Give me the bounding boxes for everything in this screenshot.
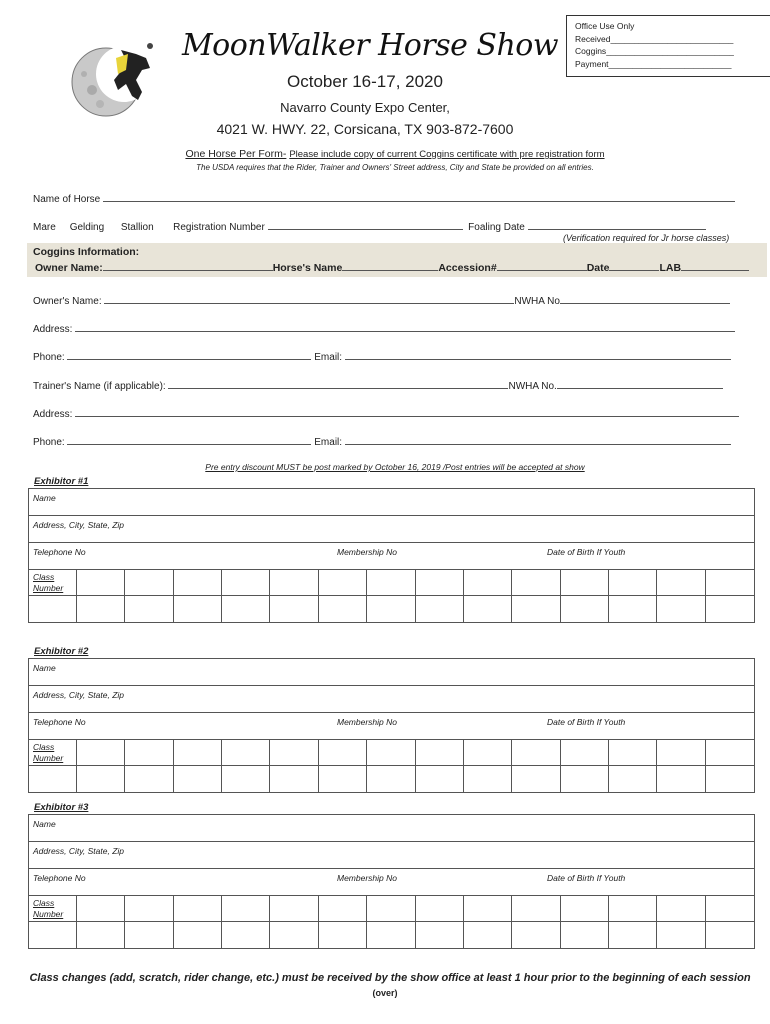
class-number-cell[interactable] bbox=[174, 570, 222, 596]
exhibitor-address-label: Address, City, State, Zip bbox=[33, 690, 125, 700]
gelding-option[interactable]: Gelding bbox=[69, 222, 105, 233]
coggins-lab-field[interactable] bbox=[681, 261, 749, 271]
exhibitor-name-label: Name bbox=[33, 819, 56, 829]
class-number-cell[interactable] bbox=[561, 766, 609, 792]
venue-address: 4021 W. HWY. 22, Corsicana, TX 903-872-7600 bbox=[216, 121, 514, 137]
class-number-cell[interactable] bbox=[367, 596, 415, 622]
class-number-cell[interactable] bbox=[706, 740, 754, 766]
coggins-date-field[interactable] bbox=[609, 261, 659, 271]
trainer-phone-label: Phone: bbox=[33, 437, 65, 448]
exhibitor-1-phone-row[interactable] bbox=[29, 543, 754, 570]
coggins-accession-field[interactable] bbox=[497, 261, 587, 271]
exhibitor-1-label: Exhibitor #1 bbox=[34, 476, 89, 487]
office-coggins-label: Coggins bbox=[575, 46, 607, 56]
class-number-cell[interactable] bbox=[512, 596, 560, 622]
class-number-cell[interactable] bbox=[416, 922, 464, 948]
foaling-label: Foaling Date bbox=[468, 222, 525, 233]
number-label: Number bbox=[33, 583, 64, 593]
exhibitor-dob-label: Date of Birth If Youth bbox=[547, 873, 626, 883]
class-number-cell[interactable] bbox=[125, 766, 173, 792]
trainer-address-label: Address: bbox=[33, 409, 73, 420]
class-number-cell[interactable] bbox=[416, 740, 464, 766]
class-number-cell[interactable] bbox=[657, 570, 705, 596]
exhibitor-membership-label: Membership No bbox=[337, 717, 397, 727]
coggins-copy-note: Please include copy of current Coggins certificate with pre registration form bbox=[289, 149, 605, 160]
trainer-address-row bbox=[33, 407, 739, 420]
exhibitor-3-phone-row[interactable] bbox=[29, 869, 754, 896]
trainer-phone-field[interactable] bbox=[67, 435, 311, 445]
exhibitor-1-box bbox=[28, 488, 755, 623]
pre-entry-notice: Pre entry discount MUST be post marked by October 16, 2019 /Post entries will be accepted at show bbox=[205, 462, 585, 472]
class-number-cell[interactable] bbox=[77, 922, 125, 948]
exhibitor-dob-label: Date of Birth If Youth bbox=[547, 547, 626, 557]
exhibitor-2-label: Exhibitor #2 bbox=[34, 646, 89, 657]
class-number-cell[interactable] bbox=[657, 922, 705, 948]
class-number-cell[interactable] bbox=[512, 766, 560, 792]
owner-contact-row bbox=[33, 350, 731, 363]
class-number-cell[interactable] bbox=[609, 766, 657, 792]
class-number-cell[interactable] bbox=[512, 740, 560, 766]
class-number-cell[interactable] bbox=[367, 740, 415, 766]
class-number-cell[interactable] bbox=[416, 596, 464, 622]
trainer-email-field[interactable] bbox=[345, 435, 731, 445]
exhibitor-1-class-grid bbox=[29, 570, 754, 622]
exhibitor-address-label: Address, City, State, Zip bbox=[33, 846, 125, 856]
trainer-name-field[interactable] bbox=[168, 379, 508, 389]
owner-email-field[interactable] bbox=[345, 350, 731, 360]
class-number-cell[interactable] bbox=[706, 922, 754, 948]
class-number-cell[interactable] bbox=[77, 596, 125, 622]
class-number-cell[interactable] bbox=[512, 570, 560, 596]
exhibitor-3-box bbox=[28, 814, 755, 949]
trainer-address-field[interactable] bbox=[75, 407, 739, 417]
owner-name-row bbox=[33, 294, 730, 307]
class-number-cell bbox=[29, 596, 77, 622]
class-number-cell[interactable] bbox=[706, 570, 754, 596]
coggins-row bbox=[35, 261, 749, 274]
class-number-cell[interactable] bbox=[222, 922, 270, 948]
class-number-cell[interactable] bbox=[561, 922, 609, 948]
coggins-owner-label: Owner Name: bbox=[35, 262, 103, 274]
class-number-cell[interactable] bbox=[464, 740, 512, 766]
exhibitor-telephone-label: Telephone No bbox=[33, 717, 86, 727]
owner-address-field[interactable] bbox=[75, 322, 735, 332]
class-number-cell[interactable] bbox=[174, 766, 222, 792]
coggins-horse-label: Horse's Name bbox=[272, 262, 343, 274]
class-number-cell[interactable] bbox=[77, 740, 125, 766]
class-number-cell[interactable] bbox=[367, 570, 415, 596]
class-number-cell[interactable] bbox=[706, 766, 754, 792]
class-number-cell[interactable] bbox=[270, 896, 318, 922]
class-number-cell[interactable] bbox=[657, 896, 705, 922]
office-use-heading: Office Use Only bbox=[575, 21, 635, 31]
class-number-cell[interactable] bbox=[319, 896, 367, 922]
horse-name-row bbox=[33, 192, 735, 205]
class-number-cell[interactable] bbox=[706, 596, 754, 622]
office-use-box bbox=[566, 15, 770, 77]
exhibitor-name-label: Name bbox=[33, 663, 56, 673]
class-number-cell[interactable] bbox=[174, 740, 222, 766]
class-number-cell[interactable] bbox=[416, 896, 464, 922]
office-coggins-field[interactable]: Coggins___________________________ bbox=[575, 46, 734, 56]
class-number-cell[interactable] bbox=[464, 570, 512, 596]
exhibitor-2-class-grid bbox=[29, 740, 754, 792]
class-number-cell[interactable] bbox=[464, 766, 512, 792]
class-number-cell bbox=[29, 766, 77, 792]
class-number-cell[interactable] bbox=[367, 896, 415, 922]
exhibitor-3-class-grid bbox=[29, 896, 754, 948]
class-number-cell[interactable] bbox=[77, 896, 125, 922]
owner-name-label: Owner's Name: bbox=[33, 296, 102, 307]
class-number-cell[interactable] bbox=[657, 740, 705, 766]
class-number-cell[interactable] bbox=[609, 922, 657, 948]
trainer-nwha-label: NWHA No. bbox=[508, 381, 557, 392]
class-number-cell[interactable] bbox=[609, 740, 657, 766]
class-number-cell[interactable] bbox=[464, 896, 512, 922]
trainer-email-label: Email: bbox=[314, 437, 343, 448]
exhibitor-1-name-row[interactable] bbox=[29, 489, 754, 516]
class-number-cell[interactable] bbox=[174, 922, 222, 948]
one-horse-notice bbox=[60, 148, 730, 160]
horse-name-field[interactable] bbox=[103, 192, 735, 202]
owner-nwha-field[interactable] bbox=[560, 294, 730, 304]
class-number-cell[interactable] bbox=[270, 740, 318, 766]
exhibitor-membership-label: Membership No bbox=[337, 873, 397, 883]
class-number-cell[interactable] bbox=[319, 922, 367, 948]
registration-field[interactable] bbox=[268, 220, 463, 230]
exhibitor-2-address-row[interactable] bbox=[29, 686, 754, 713]
owner-address-row bbox=[33, 322, 735, 335]
class-number-label bbox=[29, 896, 77, 922]
office-received-label: Received bbox=[575, 33, 611, 44]
number-label: Number bbox=[33, 909, 64, 919]
class-number-cell[interactable] bbox=[270, 596, 318, 622]
class-number-cell[interactable] bbox=[174, 596, 222, 622]
owner-phone-label: Phone: bbox=[33, 352, 65, 363]
class-label: Class bbox=[33, 898, 55, 908]
class-number-cell[interactable] bbox=[174, 896, 222, 922]
class-number-cell[interactable] bbox=[561, 570, 609, 596]
class-number-cell[interactable] bbox=[561, 896, 609, 922]
exhibitor-address-label: Address, City, State, Zip bbox=[33, 520, 125, 530]
class-number-cell[interactable] bbox=[657, 596, 705, 622]
class-number-cell[interactable] bbox=[609, 570, 657, 596]
exhibitor-2-phone-row[interactable] bbox=[29, 713, 754, 740]
venue-name: Navarro County Expo Center, bbox=[280, 100, 450, 115]
exhibitor-3-name-row[interactable] bbox=[29, 815, 754, 842]
exhibitor-telephone-label: Telephone No bbox=[33, 547, 86, 557]
moonwalker-logo bbox=[66, 40, 158, 122]
foaling-date-field[interactable] bbox=[528, 220, 706, 230]
class-number-cell[interactable] bbox=[319, 570, 367, 596]
class-number-cell[interactable] bbox=[319, 766, 367, 792]
class-number-cell[interactable] bbox=[270, 922, 318, 948]
class-number-cell[interactable] bbox=[125, 740, 173, 766]
coggins-accession-label: Accession# bbox=[438, 262, 497, 274]
class-number-cell[interactable] bbox=[416, 766, 464, 792]
class-number-cell[interactable] bbox=[125, 896, 173, 922]
class-number-cell[interactable] bbox=[561, 596, 609, 622]
class-number-cell[interactable] bbox=[367, 922, 415, 948]
over-note: (over) bbox=[372, 988, 398, 998]
coggins-lab-label: LAB bbox=[659, 262, 682, 274]
class-number-cell[interactable] bbox=[464, 596, 512, 622]
class-number-cell[interactable] bbox=[222, 596, 270, 622]
class-number-cell[interactable] bbox=[657, 766, 705, 792]
number-label: Number bbox=[33, 753, 64, 763]
class-number-cell[interactable] bbox=[367, 766, 415, 792]
owner-email-label: Email: bbox=[314, 352, 343, 363]
class-label: Class bbox=[33, 572, 55, 582]
exhibitor-3-address-row[interactable] bbox=[29, 842, 754, 869]
horse-name-label: Name of Horse bbox=[33, 194, 101, 205]
show-title: MoonWalker Horse Show bbox=[181, 28, 559, 63]
one-horse-label: One Horse Per Form- bbox=[185, 148, 287, 160]
owner-name-field[interactable] bbox=[104, 294, 514, 304]
class-number-cell[interactable] bbox=[77, 570, 125, 596]
office-received-field[interactable]: Received__________________________ bbox=[575, 33, 734, 44]
class-number-cell[interactable] bbox=[512, 922, 560, 948]
class-number-cell[interactable] bbox=[125, 596, 173, 622]
usda-note: The USDA requires that the Rider, Trainer and Owners' Street address, City and State be provided on all entries. bbox=[196, 163, 594, 172]
exhibitor-2-name-row[interactable] bbox=[29, 659, 754, 686]
class-number-cell[interactable] bbox=[464, 922, 512, 948]
coggins-section bbox=[27, 243, 767, 277]
class-number-cell[interactable] bbox=[319, 596, 367, 622]
class-number-cell[interactable] bbox=[512, 896, 560, 922]
class-number-cell[interactable] bbox=[125, 922, 173, 948]
class-label: Class bbox=[33, 742, 55, 752]
class-number-cell[interactable] bbox=[222, 896, 270, 922]
owner-phone-field[interactable] bbox=[67, 350, 311, 360]
exhibitor-2-box bbox=[28, 658, 755, 793]
trainer-contact-row bbox=[33, 435, 731, 448]
exhibitor-telephone-label: Telephone No bbox=[33, 873, 86, 883]
owner-address-label: Address: bbox=[33, 324, 73, 335]
class-number-cell[interactable] bbox=[609, 596, 657, 622]
class-number-cell[interactable] bbox=[125, 570, 173, 596]
exhibitor-3-label: Exhibitor #3 bbox=[34, 802, 89, 813]
mare-option[interactable]: Mare bbox=[33, 222, 56, 233]
class-number-cell[interactable] bbox=[222, 740, 270, 766]
class-number-cell[interactable] bbox=[706, 896, 754, 922]
class-number-label bbox=[29, 570, 77, 596]
class-number-cell[interactable] bbox=[561, 740, 609, 766]
class-number-cell[interactable] bbox=[416, 570, 464, 596]
class-number-cell[interactable] bbox=[77, 766, 125, 792]
class-number-cell[interactable] bbox=[222, 766, 270, 792]
coggins-horse-field[interactable] bbox=[342, 261, 438, 271]
exhibitor-1-address-row[interactable] bbox=[29, 516, 754, 543]
office-payment-field[interactable]: Payment__________________________ bbox=[575, 58, 732, 69]
class-number-cell[interactable] bbox=[319, 740, 367, 766]
coggins-title: Coggins Information: bbox=[33, 246, 140, 258]
owner-nwha-label: NWHA No bbox=[514, 296, 560, 307]
registration-label: Registration Number bbox=[173, 222, 265, 233]
trainer-name-row bbox=[33, 379, 723, 392]
stallion-option[interactable]: Stallion bbox=[120, 222, 154, 233]
class-number-cell[interactable] bbox=[270, 570, 318, 596]
class-changes-note: Class changes (add, scratch, rider change, etc.) must be received by the show office at least 1 hour prior to the beginning of each session bbox=[29, 972, 751, 984]
trainer-nwha-field[interactable] bbox=[557, 379, 723, 389]
exhibitor-membership-label: Membership No bbox=[337, 547, 397, 557]
horse-details-row bbox=[33, 220, 706, 233]
exhibitor-name-label: Name bbox=[33, 493, 56, 503]
coggins-date-label: Date bbox=[586, 262, 610, 274]
class-number-cell[interactable] bbox=[222, 570, 270, 596]
class-number-cell[interactable] bbox=[609, 896, 657, 922]
class-number-label bbox=[29, 740, 77, 766]
class-number-cell[interactable] bbox=[270, 766, 318, 792]
class-number-cell bbox=[29, 922, 77, 948]
exhibitor-dob-label: Date of Birth If Youth bbox=[547, 717, 626, 727]
verification-note: (Verification required for Jr horse classes) bbox=[563, 233, 730, 243]
trainer-name-label: Trainer's Name (if applicable): bbox=[33, 381, 166, 392]
show-date: October 16-17, 2020 bbox=[287, 72, 443, 91]
office-payment-label: Payment bbox=[575, 58, 609, 69]
coggins-owner-field[interactable] bbox=[103, 261, 273, 271]
